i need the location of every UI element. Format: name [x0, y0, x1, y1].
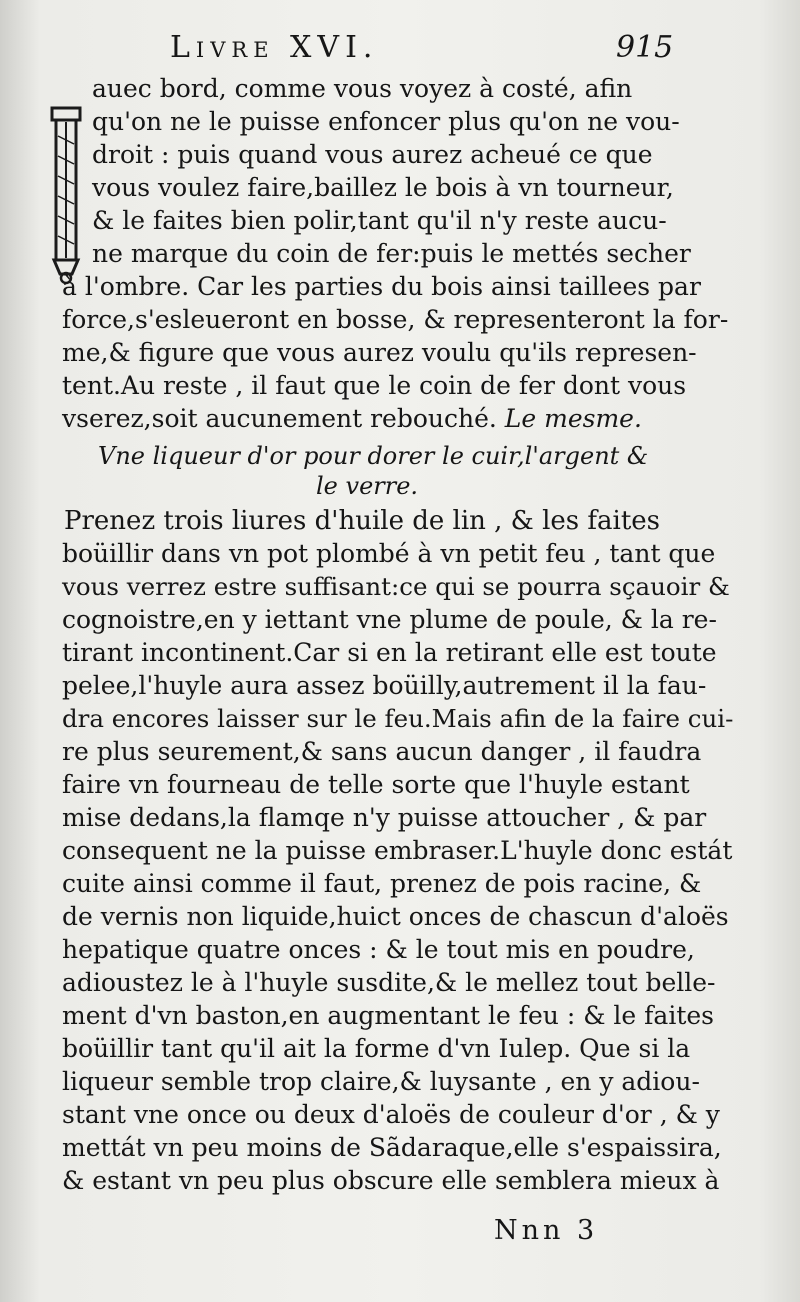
page-header — [0, 30, 800, 66]
text-line: boüillir tant qu'il ait la forme d'vn Iulep. Que si la — [62, 1034, 691, 1063]
text-line: à l'ombre. Car les parties du bois ainsi taillees par — [62, 272, 701, 301]
text-line: dra encores laisser sur le feu.Mais afin de la faire cui- — [62, 704, 734, 733]
text-line: & estant vn peu plus obscure elle semblera mieux à — [62, 1166, 720, 1195]
signature-mark: Nnn 3 — [494, 1215, 599, 1246]
source-reference: Le mesme. — [504, 404, 642, 433]
section-title-line-2: le verre. — [316, 472, 419, 500]
text-line: Prenez trois liures d'huile de lin , & les faites — [64, 506, 661, 536]
text-line: de vernis non liquide,huict onces de chascun d'aloës — [62, 902, 729, 931]
text-line: faire vn fourneau de telle sorte que l'huyle estant — [62, 770, 690, 799]
text-line: qu'on ne le puisse enfoncer plus qu'on ne vou- — [92, 107, 680, 136]
section-title-line-1: Vne liqueur d'or pour dorer le cuir,l'argent & — [98, 442, 649, 470]
text-line: cuite ainsi comme il faut, prenez de pois racine, & — [62, 869, 702, 898]
text-line: vous voulez faire,baillez le bois à vn tourneur, — [92, 173, 674, 202]
text-line: re plus seurement,& sans aucun danger , il faudra — [62, 737, 702, 766]
text-line: me,& figure que vous aurez voulu qu'ils represen- — [62, 338, 697, 367]
text-line: tent.Au reste , il faut que le coin de fer dont vous — [62, 371, 687, 400]
text-line: mise dedans,la flamqe n'y puisse attoucher , & par — [62, 803, 707, 832]
text-line: pelee,l'huyle aura assez boüilly,autrement il la fau- — [62, 671, 707, 700]
text-line: liqueur semble trop claire,& luysante , en y adiou- — [62, 1067, 700, 1096]
page-number: 915 — [616, 30, 674, 65]
text-line: ment d'vn baston,en augmentant le feu : & le faites — [62, 1001, 714, 1030]
text-line: boüillir dans vn pot plombé à vn petit feu , tant que — [62, 539, 716, 568]
wood-stamp-tool-icon — [48, 106, 84, 286]
text-line: droit : puis quand vous aurez acheué ce que — [92, 140, 653, 169]
text-line: consequent ne la puisse embraser.L'huyle donc estát — [62, 836, 733, 865]
text-line: adioustez le à l'huyle susdite,& le mellez tout belle- — [62, 968, 716, 997]
text-span: vserez,soit aucunement rebouché. — [62, 404, 497, 433]
text-line: tirant incontinent.Car si en la retirant elle est toute — [62, 638, 717, 667]
text-line: mettát vn peu moins de Sãdaraque,elle s'espaissira, — [62, 1133, 722, 1162]
text-line: ne marque du coin de fer:puis le mettés secher — [92, 239, 691, 268]
text-line: stant vne once ou deux d'aloës de couleur d'or , & y — [62, 1100, 720, 1129]
text-line: force,s'esleueront en bosse, & representeront la for- — [62, 305, 729, 334]
running-head: Livre XVI. — [170, 30, 379, 65]
text-line: auec bord, comme vous voyez à costé, afin — [92, 74, 633, 103]
text-line: & le faites bien polir,tant qu'il n'y reste aucu- — [92, 206, 667, 235]
text-line: vous verrez estre suffisant:ce qui se pourra sçauoir & — [62, 572, 730, 601]
text-line-last — [62, 404, 642, 434]
text-line: hepatique quatre onces : & le tout mis en poudre, — [62, 935, 695, 964]
text-line: cognoistre,en y iettant vne plume de poule, & la re- — [62, 605, 717, 634]
